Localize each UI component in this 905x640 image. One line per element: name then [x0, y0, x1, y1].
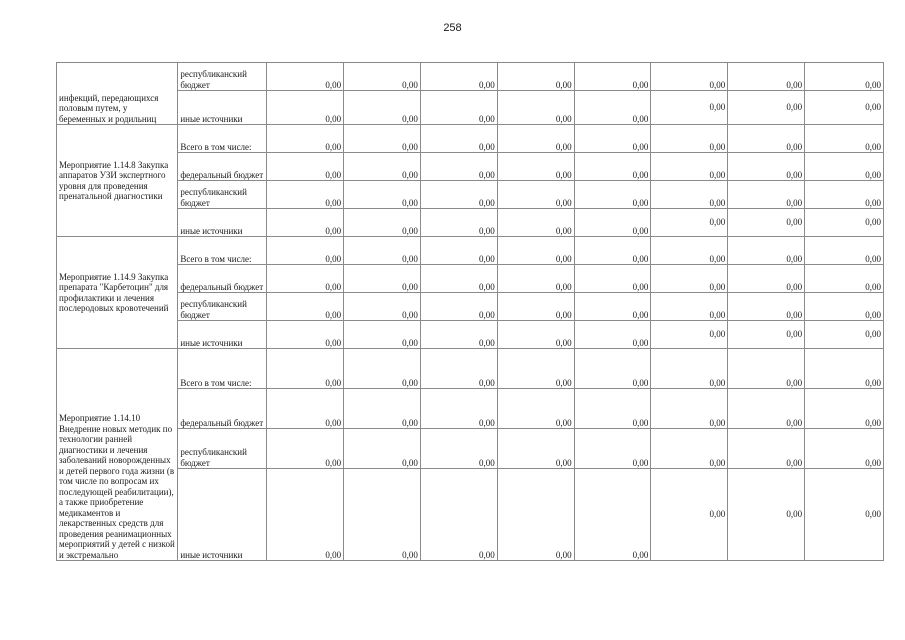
- value-cell: 0,00: [497, 293, 574, 321]
- value-cell: 0,00: [574, 209, 651, 237]
- funding-source-cell: Всего в том числе:: [178, 349, 267, 389]
- value-cell: 0,00: [497, 209, 574, 237]
- value-cell: 0,00: [651, 265, 728, 293]
- value-cell: 0,00: [651, 209, 728, 237]
- value-cell: 0,00: [420, 153, 497, 181]
- table-row: [57, 91, 884, 125]
- value-cell: 0,00: [420, 321, 497, 349]
- value-cell: 0,00: [805, 181, 884, 209]
- value-cell: 0,00: [420, 181, 497, 209]
- value-cell: 0,00: [728, 429, 805, 469]
- value-cell: 0,00: [728, 389, 805, 429]
- funding-source-cell: Всего в том числе:: [178, 125, 267, 153]
- value-cell: 0,00: [497, 63, 574, 91]
- value-cell: 0,00: [728, 125, 805, 153]
- value-cell: 0,00: [344, 209, 421, 237]
- funding-source-cell: федеральный бюджет: [178, 389, 267, 429]
- funding-source-cell: федеральный бюджет: [178, 153, 267, 181]
- value-cell: 0,00: [728, 209, 805, 237]
- value-cell: 0,00: [728, 91, 805, 125]
- value-cell: 0,00: [497, 429, 574, 469]
- value-cell: 0,00: [497, 153, 574, 181]
- value-cell: 0,00: [344, 91, 421, 125]
- value-cell: 0,00: [420, 469, 497, 561]
- value-cell: 0,00: [728, 265, 805, 293]
- table-row: [57, 429, 884, 469]
- table-row: [57, 125, 884, 153]
- value-cell: 0,00: [805, 429, 884, 469]
- value-cell: 0,00: [805, 389, 884, 429]
- value-cell: 0,00: [267, 237, 344, 265]
- value-cell: 0,00: [651, 63, 728, 91]
- value-cell: 0,00: [574, 153, 651, 181]
- value-cell: 0,00: [344, 429, 421, 469]
- value-cell: 0,00: [344, 293, 421, 321]
- value-cell: 0,00: [651, 293, 728, 321]
- value-cell: 0,00: [267, 389, 344, 429]
- value-cell: 0,00: [344, 321, 421, 349]
- value-cell: 0,00: [267, 321, 344, 349]
- value-cell: 0,00: [805, 293, 884, 321]
- table-row: [57, 321, 884, 349]
- value-cell: 0,00: [344, 349, 421, 389]
- funding-source-cell: республиканский бюджет: [178, 429, 267, 469]
- value-cell: 0,00: [574, 125, 651, 153]
- value-cell: 0,00: [728, 293, 805, 321]
- event-name-cell: Мероприятие 1.14.10 Внедрение новых методик по технологии ранней диагностики и лечения заболеваний новорожденных и детей первого года жизни (в том числе по вопросам их последующей реабилитации), а также приобретение медикаментов и лекарственных средств для проведения реанимационных мероприятий у детей с низкой и экстремально: [57, 349, 178, 561]
- value-cell: 0,00: [651, 389, 728, 429]
- event-name-cell: Мероприятие 1.14.8 Закупка аппаратов УЗИ экспертного уровня для проведения пренатальной диагностики: [57, 125, 178, 237]
- table-row: [57, 153, 884, 181]
- value-cell: 0,00: [651, 469, 728, 561]
- value-cell: 0,00: [728, 63, 805, 91]
- value-cell: 0,00: [651, 321, 728, 349]
- value-cell: 0,00: [651, 181, 728, 209]
- value-cell: 0,00: [728, 237, 805, 265]
- value-cell: 0,00: [267, 91, 344, 125]
- page-number: 258: [443, 22, 462, 34]
- table-row: [57, 237, 884, 265]
- table-row: [57, 469, 884, 561]
- value-cell: 0,00: [574, 469, 651, 561]
- budget-table: [56, 62, 884, 561]
- funding-source-cell: республиканский бюджет: [178, 181, 267, 209]
- value-cell: 0,00: [574, 181, 651, 209]
- table-row: [57, 349, 884, 389]
- table-row: [57, 265, 884, 293]
- value-cell: 0,00: [267, 181, 344, 209]
- value-cell: 0,00: [267, 209, 344, 237]
- value-cell: 0,00: [574, 63, 651, 91]
- funding-source-cell: иные источники: [178, 209, 267, 237]
- value-cell: 0,00: [574, 293, 651, 321]
- value-cell: 0,00: [344, 389, 421, 429]
- value-cell: 0,00: [420, 237, 497, 265]
- value-cell: 0,00: [267, 125, 344, 153]
- value-cell: 0,00: [267, 153, 344, 181]
- value-cell: 0,00: [574, 321, 651, 349]
- funding-source-cell: иные источники: [178, 91, 267, 125]
- table-row: [57, 293, 884, 321]
- value-cell: 0,00: [651, 429, 728, 469]
- value-cell: 0,00: [267, 469, 344, 561]
- value-cell: 0,00: [805, 237, 884, 265]
- value-cell: 0,00: [497, 181, 574, 209]
- value-cell: 0,00: [651, 349, 728, 389]
- value-cell: 0,00: [805, 265, 884, 293]
- value-cell: 0,00: [651, 91, 728, 125]
- table-row: [57, 389, 884, 429]
- value-cell: 0,00: [420, 293, 497, 321]
- value-cell: 0,00: [805, 91, 884, 125]
- value-cell: 0,00: [805, 469, 884, 561]
- value-cell: 0,00: [805, 209, 884, 237]
- value-cell: 0,00: [420, 265, 497, 293]
- value-cell: 0,00: [574, 389, 651, 429]
- value-cell: 0,00: [267, 293, 344, 321]
- value-cell: 0,00: [344, 125, 421, 153]
- value-cell: 0,00: [344, 181, 421, 209]
- value-cell: 0,00: [420, 63, 497, 91]
- value-cell: 0,00: [728, 181, 805, 209]
- value-cell: 0,00: [728, 321, 805, 349]
- value-cell: 0,00: [420, 209, 497, 237]
- value-cell: 0,00: [574, 349, 651, 389]
- value-cell: 0,00: [497, 349, 574, 389]
- value-cell: 0,00: [420, 91, 497, 125]
- value-cell: 0,00: [574, 237, 651, 265]
- value-cell: 0,00: [805, 125, 884, 153]
- value-cell: 0,00: [267, 429, 344, 469]
- value-cell: 0,00: [420, 349, 497, 389]
- value-cell: 0,00: [497, 321, 574, 349]
- value-cell: 0,00: [574, 429, 651, 469]
- value-cell: 0,00: [728, 153, 805, 181]
- funding-source-cell: иные источники: [178, 469, 267, 561]
- event-name-cell: инфекций, передающихся половым путем, у беременных и родильниц: [57, 63, 178, 125]
- value-cell: 0,00: [805, 321, 884, 349]
- value-cell: 0,00: [651, 237, 728, 265]
- funding-source-cell: Всего в том числе:: [178, 237, 267, 265]
- value-cell: 0,00: [651, 125, 728, 153]
- value-cell: 0,00: [344, 63, 421, 91]
- value-cell: 0,00: [805, 153, 884, 181]
- event-name-cell: Мероприятие 1.14.9 Закупка препарата "Карбетоцин" для профилактики и лечения послеродовых кровотечений: [57, 237, 178, 349]
- value-cell: 0,00: [497, 237, 574, 265]
- value-cell: 0,00: [344, 237, 421, 265]
- value-cell: 0,00: [497, 469, 574, 561]
- table-row: [57, 63, 884, 91]
- value-cell: 0,00: [344, 153, 421, 181]
- value-cell: 0,00: [728, 349, 805, 389]
- table-row: [57, 209, 884, 237]
- funding-source-cell: республиканский бюджет: [178, 293, 267, 321]
- value-cell: 0,00: [497, 265, 574, 293]
- funding-source-cell: республиканский бюджет: [178, 63, 267, 91]
- value-cell: 0,00: [420, 389, 497, 429]
- value-cell: 0,00: [805, 349, 884, 389]
- value-cell: 0,00: [267, 265, 344, 293]
- value-cell: 0,00: [497, 125, 574, 153]
- value-cell: 0,00: [267, 349, 344, 389]
- value-cell: 0,00: [344, 265, 421, 293]
- table-row: [57, 181, 884, 209]
- value-cell: 0,00: [420, 429, 497, 469]
- value-cell: 0,00: [574, 265, 651, 293]
- value-cell: 0,00: [497, 389, 574, 429]
- value-cell: 0,00: [574, 91, 651, 125]
- value-cell: 0,00: [497, 91, 574, 125]
- value-cell: 0,00: [420, 125, 497, 153]
- value-cell: 0,00: [728, 469, 805, 561]
- funding-source-cell: федеральный бюджет: [178, 265, 267, 293]
- value-cell: 0,00: [651, 153, 728, 181]
- value-cell: 0,00: [805, 63, 884, 91]
- value-cell: 0,00: [267, 63, 344, 91]
- funding-source-cell: иные источники: [178, 321, 267, 349]
- value-cell: 0,00: [344, 469, 421, 561]
